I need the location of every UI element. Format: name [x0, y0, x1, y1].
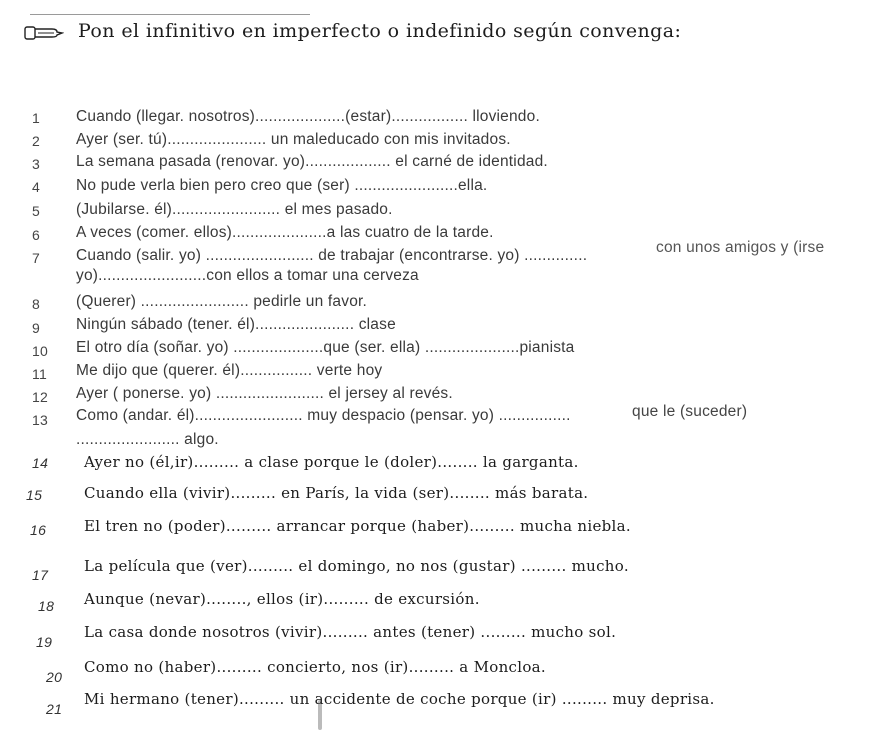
- item-number: 21: [46, 701, 63, 717]
- item-text-continuation: ....................... algo.: [76, 431, 219, 448]
- item-number: 19: [36, 634, 53, 650]
- item-number: 13: [32, 412, 48, 428]
- item-number: 17: [32, 567, 49, 583]
- item-number: 3: [32, 156, 40, 172]
- item-text: Ayer (ser. tú)...................... un maleducado con mis invitados.: [76, 131, 511, 148]
- item-number: 5: [32, 203, 40, 219]
- item-text: Como (andar. él)........................ muy despacio (pensar. yo) ................: [76, 407, 571, 424]
- item-text: El otro día (soñar. yo) ....................que (ser. ella) .....................pianista: [76, 339, 575, 356]
- item-number: 4: [32, 179, 40, 195]
- item-number: 8: [32, 296, 40, 312]
- item-number: 16: [30, 522, 47, 538]
- item-text: (Querer) ........................ pedirle un favor.: [76, 293, 368, 310]
- item-number: 18: [38, 598, 55, 614]
- scan-mark: [318, 700, 322, 730]
- item-number: 11: [32, 366, 47, 382]
- item-text: Cuando (salir. yo) ........................ de trabajar (encontrarse. yo) ..............: [76, 247, 588, 264]
- item-text-tail: con unos amigos y (irse: [656, 239, 825, 256]
- item-number: 20: [46, 669, 63, 685]
- item-text: La semana pasada (renovar. yo)................... el carné de identidad.: [76, 153, 548, 170]
- item-text: Me dijo que (querer. él)................ verte hoy: [76, 362, 383, 379]
- item-text: Ningún sábado (tener. él)...................... clase: [76, 316, 396, 333]
- item-text: Cuando ella (vivir)......... en París, la vida (ser)........ más barata.: [84, 484, 589, 502]
- pointing-hand-icon: [24, 24, 64, 42]
- item-text: Mi hermano (tener)......... un accidente de coche porque (ir) ......... muy deprisa.: [84, 690, 715, 708]
- item-text: No pude verla bien pero creo que (ser) .......................ella.: [76, 177, 488, 194]
- item-text: Ayer no (él,ir)......... a clase porque le (doler)........ la garganta.: [84, 453, 579, 471]
- item-number: 14: [32, 455, 49, 471]
- exercise-title: Pon el infinitivo en imperfecto o indefinido según convenga:: [78, 20, 682, 42]
- item-text-continuation: yo)........................con ellos a tomar una cerveza: [76, 267, 419, 284]
- item-number: 10: [32, 343, 48, 359]
- item-number: 1: [32, 110, 40, 126]
- item-text-tail: que le (suceder): [632, 403, 748, 420]
- item-number: 15: [26, 487, 43, 503]
- item-number: 9: [32, 320, 40, 336]
- item-number: 12: [32, 389, 48, 405]
- item-text: Cuando (llegar. nosotros)....................(estar)................. lloviendo.: [76, 108, 540, 125]
- item-text: A veces (comer. ellos).....................a las cuatro de la tarde.: [76, 224, 494, 241]
- item-text: Ayer ( ponerse. yo) ........................ el jersey al revés.: [76, 385, 453, 402]
- item-text: Como no (haber)......... concierto, nos (ir)......... a Moncloa.: [84, 658, 546, 676]
- top-rule: [30, 14, 310, 15]
- item-number: 6: [32, 227, 40, 243]
- item-number: 2: [32, 133, 40, 149]
- item-text: (Jubilarse. él)........................ el mes pasado.: [76, 201, 393, 218]
- item-number: 7: [32, 250, 40, 266]
- item-text: El tren no (poder)......... arrancar porque (haber)......... mucha niebla.: [84, 517, 631, 535]
- item-text: La casa donde nosotros (vivir)......... antes (tener) ......... mucho sol.: [84, 623, 617, 641]
- item-text: Aunque (nevar)........, ellos (ir)......... de excursión.: [84, 590, 480, 608]
- item-text: La película que (ver)......... el domingo, no nos (gustar) ......... mucho.: [84, 557, 629, 575]
